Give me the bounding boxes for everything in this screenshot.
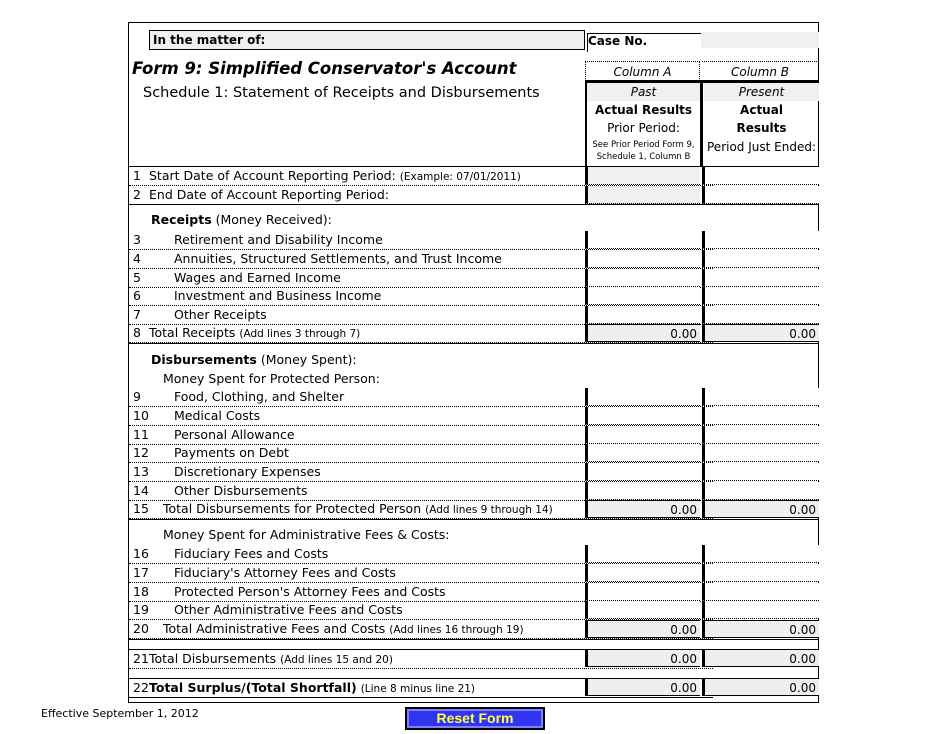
line-2: 2 End Date of Account Reporting Period: (129, 186, 713, 205)
line-12-column-a[interactable] (585, 444, 700, 462)
conservator-account-form (128, 22, 819, 703)
line-5-column-b[interactable] (702, 269, 819, 287)
line-3-column-a[interactable] (585, 231, 700, 249)
effective-date: Effective September 1, 2012 (41, 707, 199, 720)
line-4-column-a[interactable] (585, 250, 700, 268)
line-2-column-b[interactable] (702, 186, 819, 204)
line-22-column-a-total: 0.00 (585, 678, 700, 696)
matter-label: In the matter of: (153, 33, 266, 47)
line-8-column-a-total: 0.00 (585, 324, 700, 342)
reset-form-button[interactable]: Reset Form (405, 707, 545, 730)
line-6: 6 Investment and Business Income (129, 287, 713, 306)
line-19-column-b[interactable] (702, 601, 819, 619)
line-10-column-a[interactable] (585, 407, 700, 425)
column-b-line2: Results (736, 121, 787, 135)
column-b-time: Present (704, 83, 819, 101)
line-18-column-a[interactable] (585, 583, 700, 601)
line-1-column-a[interactable] (585, 167, 700, 185)
receipts-heading: Receipts (Money Received): (151, 212, 332, 227)
line-9-column-a[interactable] (585, 388, 700, 406)
line-21: 21 Total Disbursements (Add lines 15 and 20) (129, 649, 713, 669)
line-10: 10 Medical Costs (129, 407, 713, 426)
line-15-column-b-total: 0.00 (702, 500, 819, 518)
line-3: 3 Retirement and Disability Income (129, 231, 713, 250)
line-19: 19 Other Administrative Fees and Costs (129, 601, 713, 620)
line-14: 14 Other Disbursements (129, 482, 713, 501)
line-11-column-b[interactable] (702, 426, 819, 444)
line-18-column-b[interactable] (702, 583, 819, 601)
line-9-column-b[interactable] (702, 388, 819, 406)
line-18: 18 Protected Person's Attorney Fees and Costs (129, 583, 713, 602)
line-1: 1 Start Date of Account Reporting Period: (Example: 07/01/2011) (129, 167, 713, 186)
case-label: Case No. (587, 33, 702, 52)
line-4: 4 Annuities, Structured Settlements, and Trust Income (129, 250, 713, 269)
line-10-column-b[interactable] (702, 407, 819, 425)
line-16-column-a[interactable] (585, 545, 700, 563)
line-12: 12 Payments on Debt (129, 444, 713, 463)
line-1-column-b[interactable] (702, 167, 819, 185)
form-title: Form 9: Simplified Conservator's Account (132, 59, 517, 78)
line-3-column-b[interactable] (702, 231, 819, 249)
column-a-name: Column A (585, 61, 700, 81)
line-5: 5 Wages and Earned Income (129, 269, 713, 288)
line-20: 20 Total Administrative Fees and Costs (Add lines 16 through 19) (129, 620, 713, 639)
column-a-line2: Prior Period: (607, 121, 680, 135)
line-8: 8 Total Receipts (Add lines 3 through 7) (129, 324, 713, 343)
administrative-heading: Money Spent for Administrative Fees & Costs: (163, 527, 450, 542)
matter-field[interactable] (149, 30, 585, 50)
line-20-column-a-total: 0.00 (585, 620, 700, 638)
line-4-column-b[interactable] (702, 250, 819, 268)
line-15-column-a-total: 0.00 (585, 500, 700, 518)
line-14-column-a[interactable] (585, 482, 700, 500)
line-13-column-b[interactable] (702, 463, 819, 481)
line-6-column-b[interactable] (702, 287, 819, 305)
case-number-field[interactable] (585, 30, 819, 50)
line-6-column-a[interactable] (585, 287, 700, 305)
line-5-column-a[interactable] (585, 269, 700, 287)
column-a-note2: Schedule 1, Column B (596, 152, 691, 162)
column-b-line1: Actual (740, 103, 783, 117)
protected-person-heading: Money Spent for Protected Person: (163, 371, 380, 386)
line-2-column-a[interactable] (585, 186, 700, 204)
column-b-line3: Period Just Ended: (707, 140, 816, 154)
line-20-column-b-total: 0.00 (702, 620, 819, 638)
line-21-column-a-total: 0.00 (585, 649, 700, 667)
line-7: 7 Other Receipts (129, 306, 713, 325)
line-7-column-a[interactable] (585, 306, 700, 324)
line-11: 11 Personal Allowance (129, 426, 713, 445)
column-a-line1: Actual Results (594, 103, 693, 117)
schedule-title: Schedule 1: Statement of Receipts and Disbursements (143, 85, 540, 101)
line-16-column-b[interactable] (702, 545, 819, 563)
line-7-column-b[interactable] (702, 306, 819, 324)
line-17-column-a[interactable] (585, 564, 700, 582)
line-22: 22 Total Surplus/(Total Shortfall) (Line 8 minus line 21) (129, 678, 713, 698)
line-8-column-b-total: 0.00 (702, 324, 819, 342)
line-17-column-b[interactable] (702, 564, 819, 582)
column-a-note1: See Prior Period Form 9, (592, 140, 695, 150)
line-13: 13 Discretionary Expenses (129, 463, 713, 482)
column-b-name: Column B (702, 61, 819, 81)
line-11-column-a[interactable] (585, 426, 700, 444)
line-21-column-b-total: 0.00 (702, 649, 819, 667)
line-17: 17 Fiduciary's Attorney Fees and Costs (129, 564, 713, 583)
line-22-column-b-total: 0.00 (702, 678, 819, 696)
line-12-column-b[interactable] (702, 444, 819, 462)
disbursements-heading: Disbursements (Money Spent): (151, 352, 357, 367)
line-15: 15 Total Disbursements for Protected Person (Add lines 9 through 14) (129, 500, 713, 519)
line-16: 16 Fiduciary Fees and Costs (129, 545, 713, 564)
line-13-column-a[interactable] (585, 463, 700, 481)
line-19-column-a[interactable] (585, 601, 700, 619)
line-9: 9 Food, Clothing, and Shelter (129, 388, 713, 407)
column-a-time: Past (587, 83, 700, 101)
line-14-column-b[interactable] (702, 482, 819, 500)
